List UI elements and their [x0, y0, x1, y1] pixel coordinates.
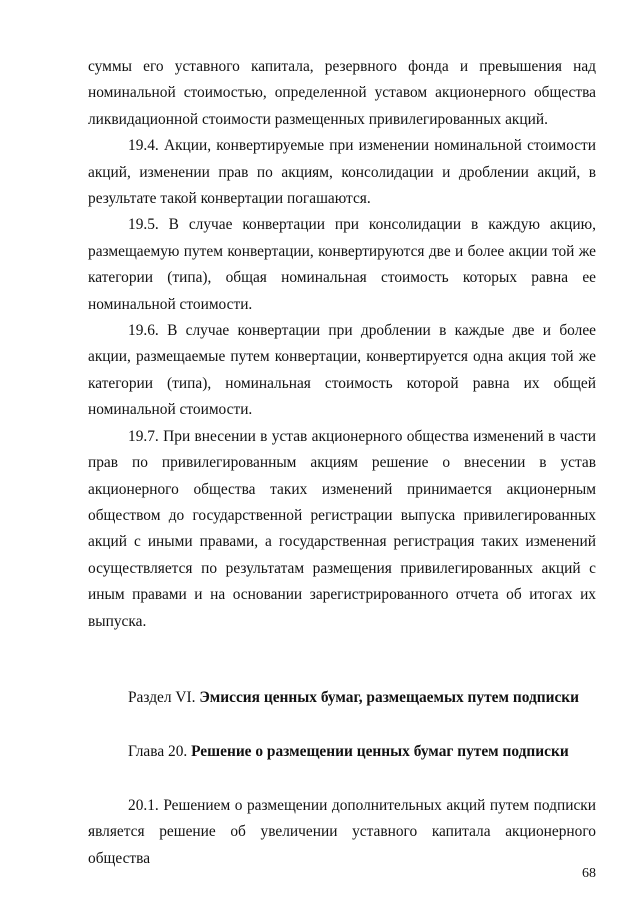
page-number: 68: [582, 866, 596, 881]
section-heading: [88, 685, 596, 711]
section-title: Эмиссия ценных бумаг, размещаемых путем подписки: [199, 688, 580, 706]
paragraph-19-4: 19.4. Акции, конвертируемые при изменении номинальной стоимости акций, изменении прав по акциям, консолидации и дроблении акций, в результате такой конвертации погашаются.: [88, 137, 596, 208]
paragraph-continuation: суммы его уставного капитала, резервного фонда и превышения над номинальной стоимостью, определенной уставом акционерного общества ликвидационной стоимости размещенных привилегированных акций.: [88, 58, 596, 128]
section-prefix: Раздел VI.: [128, 688, 200, 706]
chapter-heading: [88, 739, 596, 765]
chapter-prefix: Глава 20.: [128, 742, 192, 760]
paragraph-20-1: 20.1. Решением о размещении дополнительных акций путем подписки является решение об увеличении уставного капитала акционерного общества: [88, 796, 596, 867]
paragraph-19-7: 19.7. При внесении в устав акционерного общества изменений в части прав по привилегированным акциям решение о внесении в устав акционерного общества таких изменений принимается акционерным обществом до государственной регистрации выпуска привилегированных акций с иными правами, а государственная регистрация таких изменений осуществляется по результатам размещения привилегированных акций с иным правами и на основании зарегистрированного отчета об итогах их выпуска.: [88, 427, 596, 630]
document-page: [88, 54, 596, 872]
chapter-title: Решение о размещении ценных бумаг путем подписки: [191, 742, 569, 760]
paragraph-19-5: 19.5. В случае конвертации при консолидации в каждую акцию, размещаемую путем конвертации, конвертируются две и более акции той же категории (типа), общая номинальная стоимость которых равна ее номинальной стоимости.: [88, 216, 596, 313]
paragraph-19-6: 19.6. В случае конвертации при дроблении в каждые две и более акции, размещаемые путем конвертации, конвертируется одна акция той же категории (типа), номинальная стоимость которой равна их общей номинальной стоимости.: [88, 322, 596, 419]
